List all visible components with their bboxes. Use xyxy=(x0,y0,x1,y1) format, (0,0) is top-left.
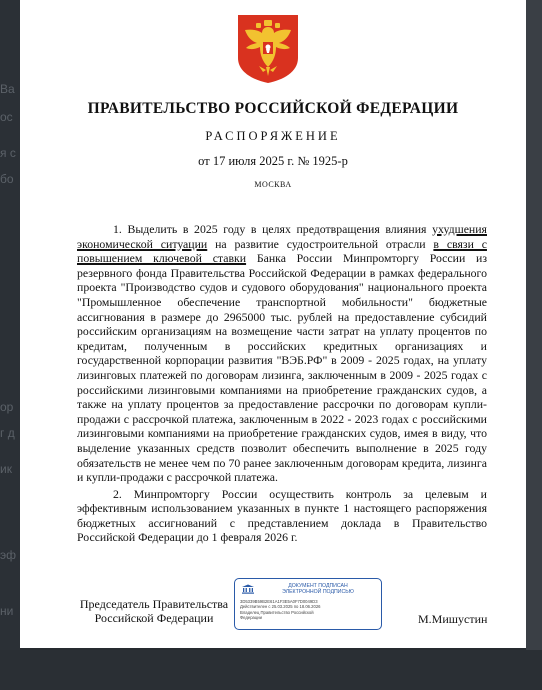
coat-of-arms-icon xyxy=(237,14,299,84)
paragraph-1-text: 1. Выделить в 2025 году в целях предотвращения влияния xyxy=(113,222,433,236)
stamp-title-line: ДОКУМЕНТ ПОДПИСАН xyxy=(288,583,348,589)
stamp-title-line: ЭЛЕКТРОННОЙ ПОДПИСЬЮ xyxy=(282,589,354,595)
background-text: ни xyxy=(0,604,14,618)
signatory-position xyxy=(77,597,231,625)
document-type: РАСПОРЯЖЕНИЕ xyxy=(205,129,341,143)
date-and-number: от 17 июля 2025 г. № 1925-р xyxy=(198,154,348,168)
background-text: ос xyxy=(0,110,13,124)
paragraph-1-text: Банка России Минпромторгу России из резервного фонда Правительства Российской Федерации в рамках федерального проекта "Производство судов и судового оборудования" национального проекта "Промышленное обеспечение транспортной мобильности" бюджетные ассигнования в размере до 2965000 тыс. рублей на предоставление субсидий российским организациям на возмещение части затрат на уплату процентов по кредитам, полученным в российских кредитных организациях и государственной корпорации развития "ВЭБ.РФ" в 2009 - 2025 годах, на уплату лизинговых платежей по договорам лизинга, заключенным в 2009 - 2025 годах с российскими лизинговыми компаниями на приобретение гражданских судов, а также на уплату процентов за предоставление рассрочки по договорам купли-продажи с рассрочкой платежа, заключенным в 2022 - 2023 годах с российскими лизинговыми компаниями на приобретение гражданских судов, имея в виду, что выделение указанных средств позволит обеспечить выполнение в 2025 году обязательств не менее чем по 70 ранее заключенным договорам кредита, лизинга и купли-продажи с рассрочкой платежа. xyxy=(77,251,487,485)
background-text: Ва xyxy=(0,82,15,96)
underlined-phrase: ухудшения экономической ситуации xyxy=(77,222,487,251)
signatory-position-line: Российской Федерации xyxy=(94,611,214,625)
certificate-validity: Действителен с 25.03.2025 по 18.06.2026 xyxy=(240,604,321,610)
background-left-panel xyxy=(0,0,20,690)
certificate-owner: Владелец Правительство Российской xyxy=(240,609,314,615)
electronic-signature-stamp xyxy=(234,578,382,630)
background-bottom-panel xyxy=(0,650,542,690)
document-page xyxy=(20,0,526,648)
background-text: г д xyxy=(0,426,15,440)
paragraph-1 xyxy=(77,222,487,485)
paragraph-2: 2. Минпромторгу России осуществить контроль за целевым и эффективным использованием указанных в пункте 1 настоящего распоряжения бюджетных ассигнований с представлением доклада в Правительство Российской Федерации до 1 февраля 2026 г. xyxy=(77,486,487,545)
background-text: эф xyxy=(0,548,16,562)
signatory-name: М.Мишустин xyxy=(418,612,488,626)
background-text: ик xyxy=(0,462,12,476)
issuer-title: ПРАВИТЕЛЬСТВО РОССИЙСКОЙ ФЕДЕРАЦИИ xyxy=(87,100,459,117)
background-text: ор xyxy=(0,400,14,414)
background-text: бо xyxy=(0,172,14,186)
paragraph-1-text: на развитие судостроительной отрасли xyxy=(207,236,434,251)
underlined-phrase: в связи с повышением ключевой ставки xyxy=(77,236,487,266)
certificate-owner: Федерации xyxy=(240,615,262,621)
document-body xyxy=(77,222,487,545)
city: МОСКВА xyxy=(254,180,292,189)
signatory-position-line: Председатель Правительства xyxy=(79,597,229,611)
stamp-details xyxy=(240,599,378,621)
background-text: я с xyxy=(0,146,16,160)
background-right-panel xyxy=(526,0,542,690)
government-building-icon xyxy=(241,584,255,594)
stamp-title xyxy=(259,583,377,595)
certificate-number: 3D5339B59B2E61A1F3E5A0F7D0049D3 xyxy=(240,599,318,604)
